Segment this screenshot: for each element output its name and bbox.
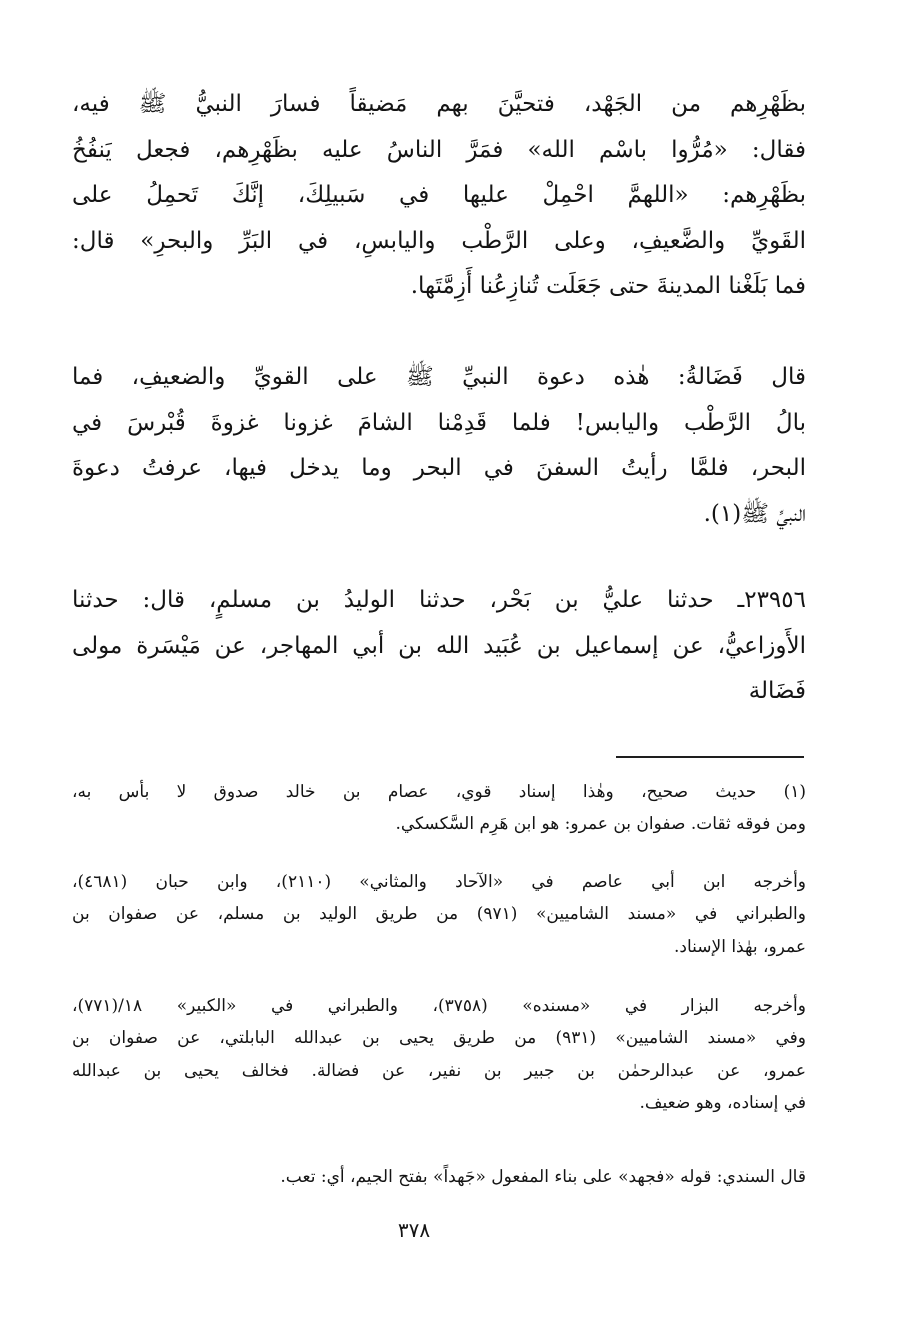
text-line: ٢٣٩٥٦ـ حدثنا عليُّ بن بَحْر، حدثنا الوليدُ بن مسلمٍ، قال: حدثنا [72, 587, 806, 613]
text-line: بظَهْرِهم: «اللهمَّ احْمِلْ عليها في سَبيلِكَ، إنَّكَ تَحمِلُ على [72, 182, 806, 208]
footnote-2 [72, 866, 806, 963]
footnote-line: والطبراني في «مسند الشاميين» (٩٧١) من طريق الوليد بن مسلم، عن صفوان بن [72, 904, 806, 925]
text-line: بالُ الرَّطْب واليابس! فلما قَدِمْنا الشامَ غزونا غزوةَ قُبْرسَ في [72, 409, 806, 436]
text-line: بظَهْرِهم من الجَهْد، فتحيَّنَ بهم مَضيقاً فسارَ النبيُّ ﷺ فيه، [72, 91, 806, 117]
footnote-line: قال السندي: قوله «فجهد» على بناء المفعول «جَهداً» بفتح الجيم، أي: تعب. [280, 1167, 806, 1187]
hadith-23956 [72, 578, 806, 715]
footnote-line: (١) حديث صحيح، وهٰذا إسناد قوي، عصام بن خالد صدوق لا بأس به، [72, 782, 806, 802]
footnote-line: وأخرجه البزار في «مسنده» (٣٧٥٨)، والطبراني في «الكبير» ١٨/(٧٧١)، [72, 996, 806, 1016]
text-line: النبيِّ ﷺ(١). [703, 500, 806, 527]
footnote-line: وفي «مسند الشاميين» (٩٣١) من طريق يحيى بن عبدالله البابلتي، عن صفوان بن [72, 1028, 806, 1049]
text-line: فَضَالة [748, 678, 806, 704]
text-line: الأَوزاعيُّ، عن إسماعيل بن عُبَيد الله بن أبي المهاجر، عن مَيْسَرة مولى [72, 632, 806, 659]
text-line: فقال: «مُرُّوا باسْم الله» فمَرَّ الناسُ عليه بظَهْرِهم، فجعل يَنفُخُ [72, 136, 806, 163]
text-line: فما بَلَغْنا المدينةَ حتى جَعَلَت تُنازِعُنا أَزِمَّتَها. [410, 273, 806, 299]
footnote-line: في إسناده، وهو ضعيف. [639, 1092, 806, 1113]
text-line: قال فَضَالةُ: هٰذه دعوة النبيِّ ﷺ على القويِّ والضعيفِ، فما [72, 364, 806, 390]
page-number: ٣٧٨ [397, 1218, 431, 1242]
footnote-line: عمرو، عن عبدالرحمٰن بن جبير بن نفير، عن فضالة. فخالف يحيى بن عبدالله [72, 1060, 806, 1081]
footnote-line: وأخرجه ابن أبي عاصم في «الآحاد والمثاني» (٢١١٠)، وابن حبان (٤٦٨١)، [72, 872, 806, 892]
text-line: البحر، فلمَّا رأيتُ السفنَ في البحر وما يدخل فيها، عرفتُ دعوةَ [72, 455, 806, 481]
paragraph-2 [72, 355, 806, 537]
footnote-3 [72, 990, 806, 1119]
paragraph-1 [72, 82, 806, 310]
footnote-1 [72, 776, 806, 841]
footnote-divider [616, 756, 804, 758]
footnote-4 [72, 1161, 806, 1193]
text-line: القَويِّ والضَّعيفِ، وعلى الرَّطْب واليابسِ، في البَرِّ والبحرِ» قال: [72, 227, 806, 254]
footnote-line: ومن فوقه ثقات. صفوان بن عمرو: هو ابن هَرِم السَّكسكي. [395, 814, 806, 835]
footnote-line: عمرو، بهٰذا الإسناد. [673, 936, 806, 957]
